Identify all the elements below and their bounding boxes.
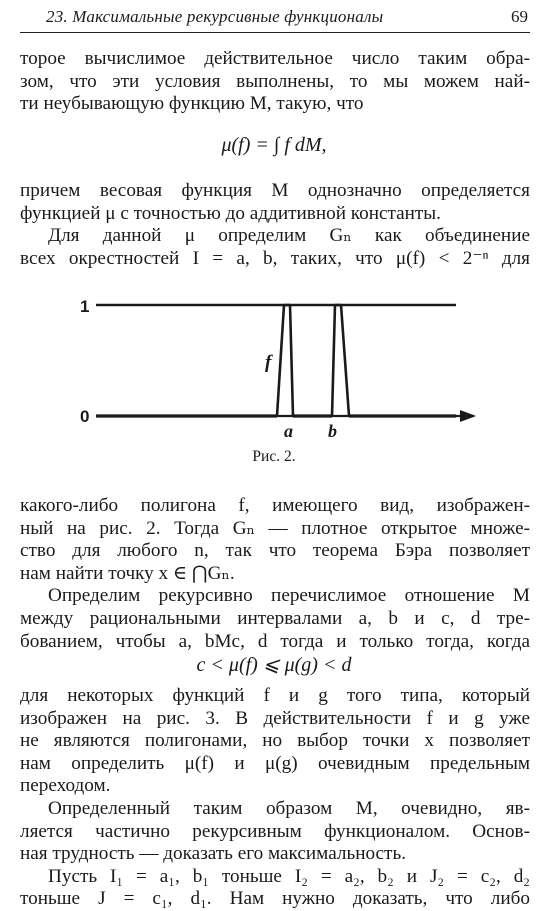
x-label-b: b: [328, 421, 337, 441]
page-header: [20, 4, 530, 33]
text-line: причем весовая функция M однозначно определяется: [20, 180, 530, 201]
text-line: не являются полигонами, но выбор точки x позволяет: [20, 730, 530, 752]
running-title: 23. Максимальные рекурсивные функционалы: [46, 7, 384, 26]
formula-inequality: c < μ(f) ⩽ μ(g) < d: [196, 654, 352, 676]
text-line: изображен на рис. 3. В действительности f и g уже: [20, 707, 530, 729]
paragraph-block-3: [20, 495, 530, 653]
text-line: Определим рекурсивно перечислимое отношение M: [48, 585, 530, 607]
polygon-f-rise-inner: [290, 305, 293, 416]
text-line: для некоторых функций f и g того типа, который: [20, 685, 530, 706]
polygon-f-fall-inner: [332, 305, 335, 416]
text-line: ство для любого n, так что теорема Бэра позволяет: [20, 540, 530, 562]
polygon-f-rise-outer: [277, 305, 284, 416]
text-line: Определенный таким образом M, очевидно, яв-: [48, 797, 530, 819]
text-line: зом, что эти условия выполнены, то мы можем най-: [20, 70, 530, 92]
formula-integral: μ(f) = ∫ f dM,: [221, 134, 327, 156]
figure-2-polygon: [0, 285, 548, 445]
figure-caption: Рис. 2.: [252, 448, 296, 465]
text-line: тоньше J = c₁, d₁. Нам нужно доказать, что либо: [20, 888, 530, 910]
paragraph-block-2: [20, 180, 530, 270]
y-label-zero: 0: [80, 407, 90, 426]
paragraph-block-1: [20, 48, 530, 116]
polygon-f-fall-outer: [341, 305, 349, 416]
paragraph-block-4: [20, 685, 530, 911]
text-line: ная трудность — доказать его максимальность.: [20, 843, 406, 865]
text-line: Для данной μ определим Gₙ как объединение: [48, 225, 530, 247]
text-line: ный на рис. 2. Тогда Gₙ — плотное открытое множе-: [20, 517, 530, 539]
text-line: нам найти точку x ∈ ⋂Gₙ.: [20, 562, 235, 584]
x-axis-arrow-icon: [460, 410, 476, 422]
y-label-one: 1: [80, 297, 90, 316]
text-line: функцией μ с точностью до аддитивной константы.: [20, 202, 441, 224]
text-line: всех окрестностей I = a, b, таких, что μ(f) < 2⁻ⁿ для: [20, 247, 530, 269]
page-number: 69: [511, 7, 528, 26]
text-line: ти неубывающую функцию M, такую, что: [20, 93, 364, 115]
text-line: бованием, чтобы a, bMc, d тогда и только тогда, когда: [20, 630, 530, 652]
text-line: переходом.: [20, 775, 111, 797]
text-line: нам определить μ(f) и μ(g) очевидным предельным: [20, 752, 530, 774]
text-line: торое вычислимое действительное число таким обра-: [20, 48, 530, 69]
text-line: какого-либо полигона f, имеющего вид, изображен-: [20, 495, 530, 516]
text-line: Пусть I₁ = a₁, b₁ тоньше I₂ = a₂, b₂ и J₂ = c₂, d₂: [48, 865, 530, 887]
text-line: ляется частично рекурсивным функционалом. Основ-: [20, 820, 530, 842]
text-line: между рациональными интервалами a, b и c, d тре-: [20, 607, 530, 629]
curve-label-f: f: [265, 352, 272, 373]
x-label-a: a: [284, 421, 293, 441]
